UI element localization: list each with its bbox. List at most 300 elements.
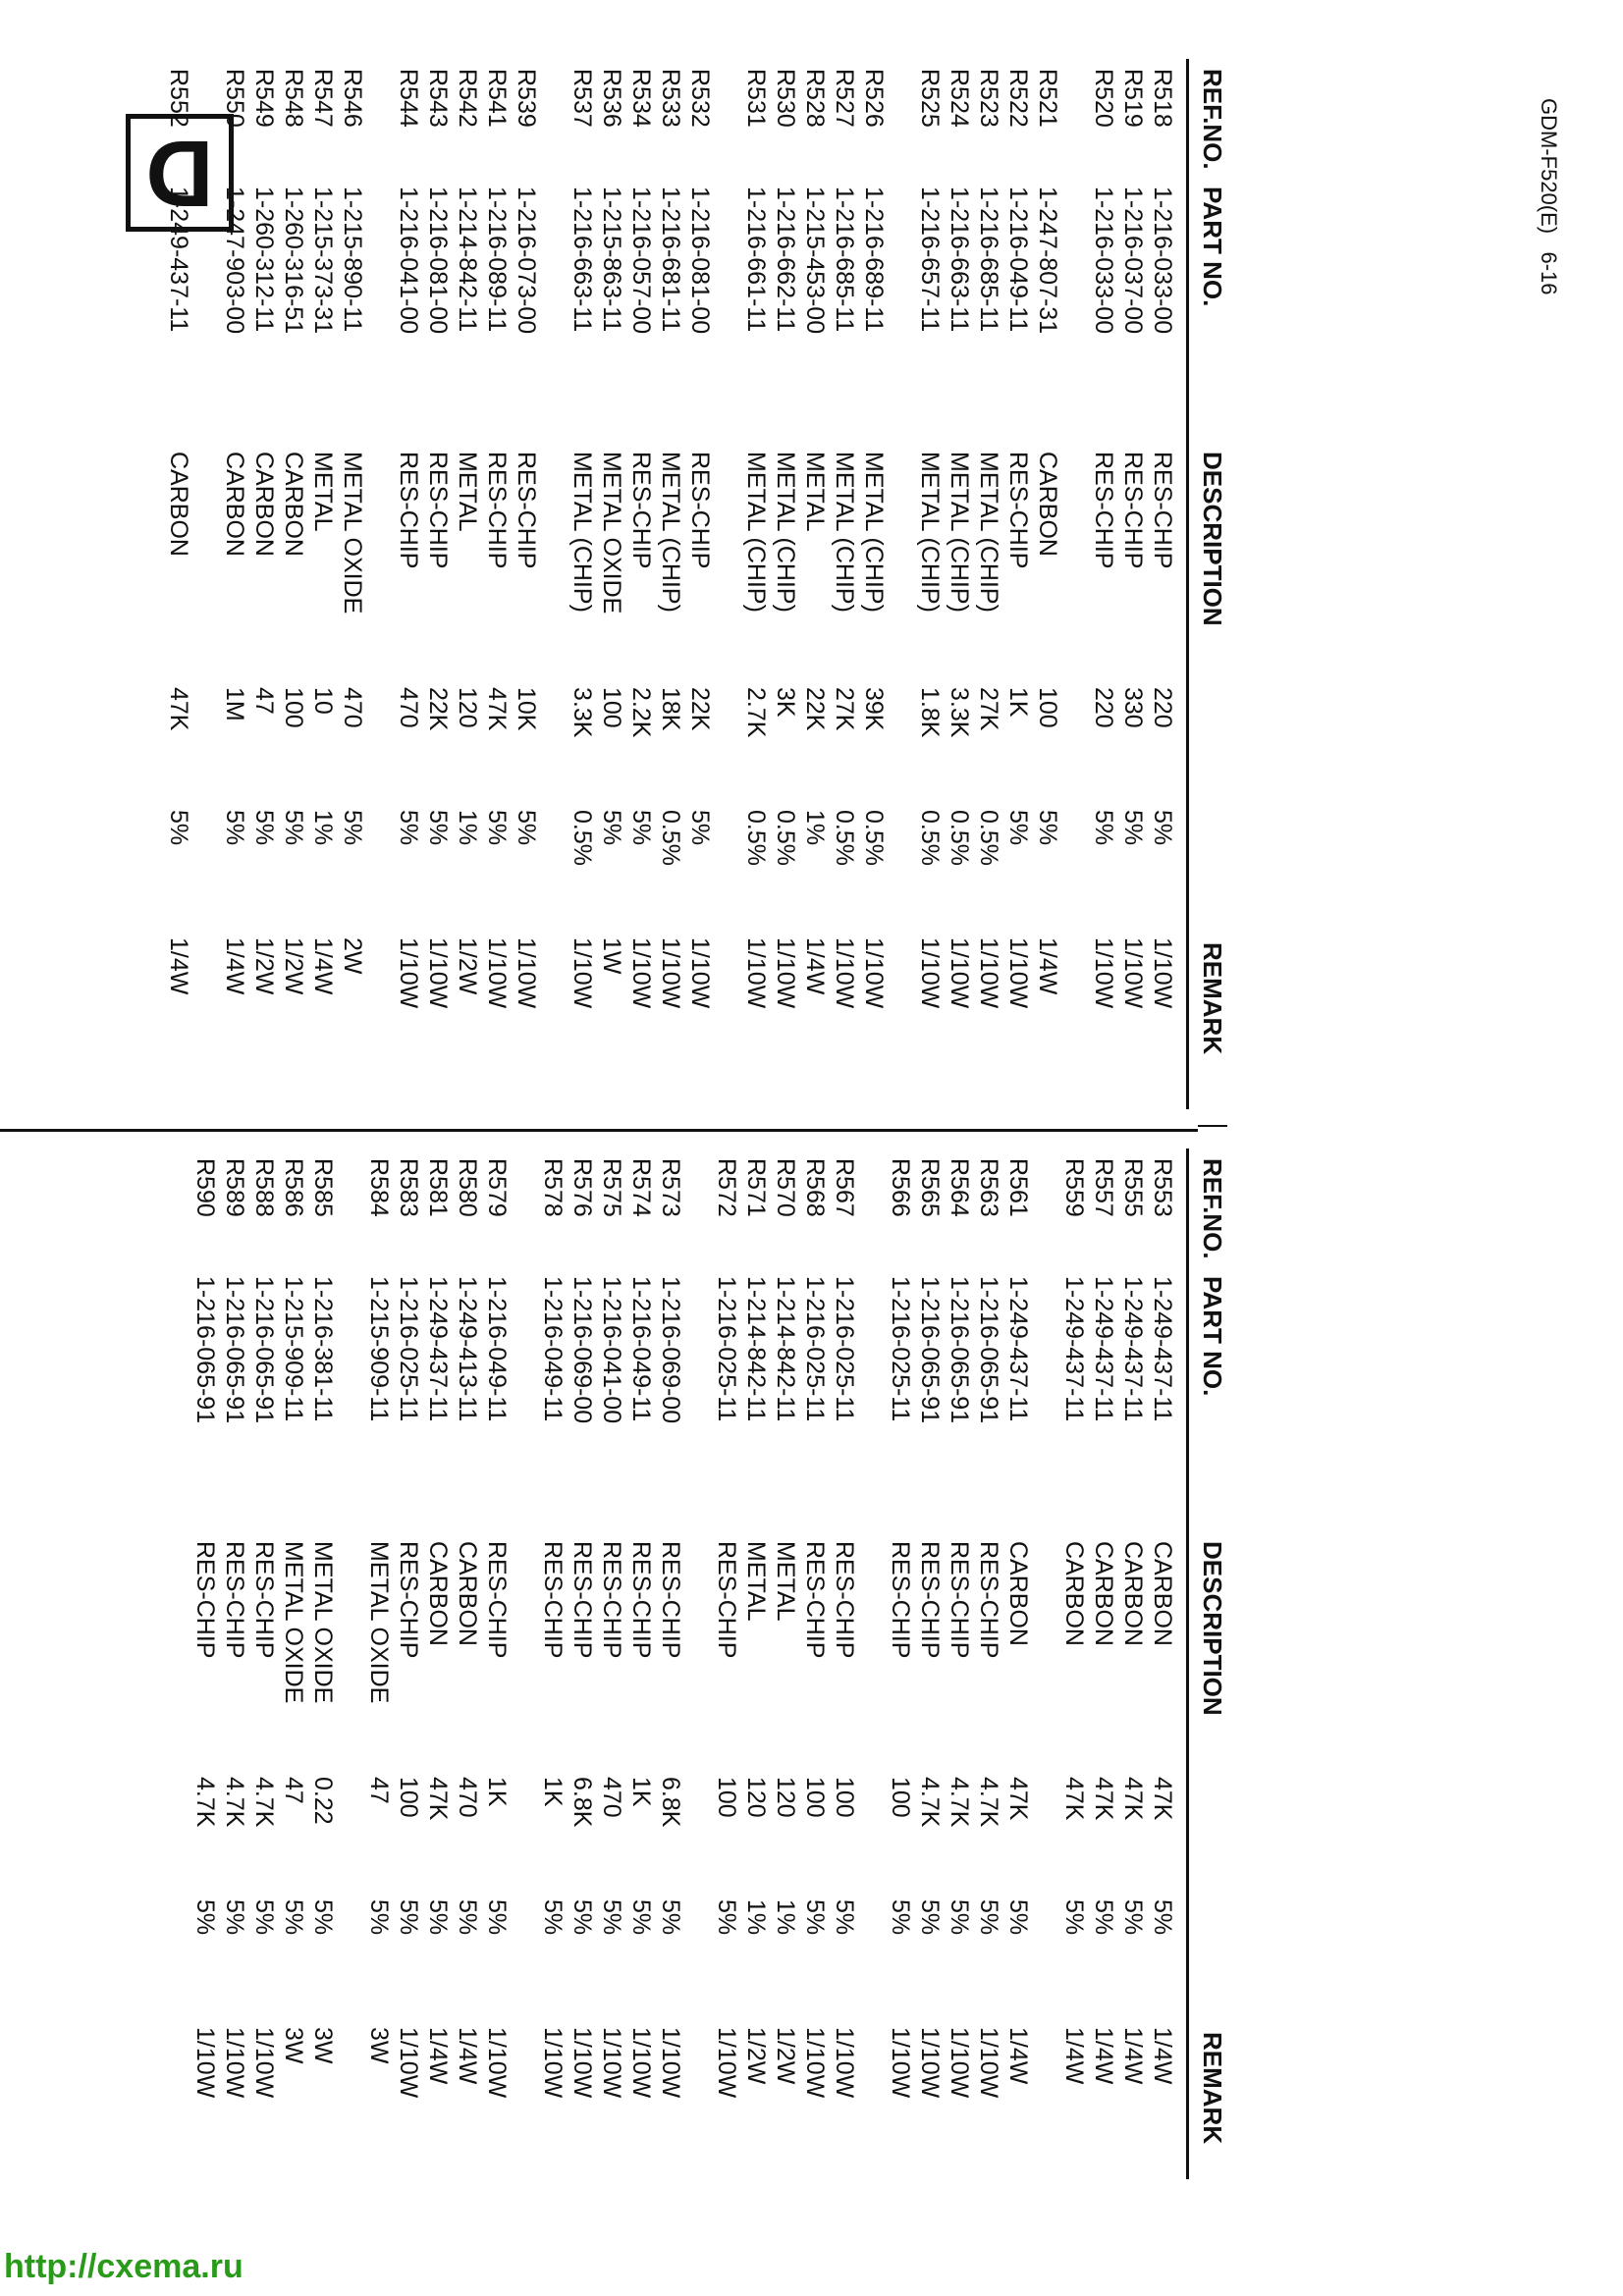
cell-description: RES-CHIP — [916, 1541, 944, 1659]
cell-value: 18K — [657, 687, 684, 731]
column-divider-tick — [1198, 1125, 1227, 1127]
cell-part-no: 1-216-065-91 — [221, 1276, 248, 1424]
cell-part-no: 1-216-663-11 — [568, 187, 596, 333]
cell-remark: 1/10W — [627, 2027, 655, 2099]
cell-ref-no: R536 — [598, 69, 625, 128]
cell-tolerance: 5% — [1090, 1899, 1117, 1936]
cell-remark: 1/10W — [1004, 937, 1032, 1009]
cell-part-no: 1-216-685-11 — [975, 187, 1002, 333]
cell-value: 1K — [627, 1777, 655, 1807]
table-row — [741, 1148, 771, 2179]
cell-value: 47K — [1004, 1777, 1032, 1821]
table-row — [1118, 59, 1148, 1109]
cell-ref-no: R550 — [221, 69, 248, 128]
cell-description: CARBON — [165, 452, 192, 557]
cell-ref-no: R526 — [860, 69, 888, 128]
table-row — [656, 59, 685, 1109]
cell-tolerance: 0.5% — [742, 810, 770, 866]
cell-remark: 1/4W — [1149, 2027, 1176, 2085]
cell-value: 1K — [1004, 687, 1032, 718]
table-body-right — [164, 1148, 1177, 2179]
table-row — [597, 1148, 626, 2179]
row-group — [1059, 1148, 1177, 2179]
cell-ref-no: R546 — [339, 69, 366, 128]
table-row — [597, 59, 626, 1109]
row-group — [712, 1148, 859, 2179]
cell-part-no: 1-249-413-11 — [454, 1276, 481, 1422]
cell-remark: 1/10W — [713, 2027, 740, 2099]
cell-tolerance: 1% — [454, 810, 481, 846]
cell-tolerance: 0.5% — [975, 810, 1002, 866]
cell-description: METAL OXIDE — [365, 1541, 393, 1704]
cell-value: 27K — [975, 687, 1002, 731]
cell-remark: 1/10W — [975, 2027, 1002, 2099]
cell-part-no: 1-216-069-00 — [568, 1276, 596, 1424]
cell-tolerance: 0.5% — [568, 810, 596, 866]
cell-ref-no: R557 — [1090, 1158, 1117, 1217]
cell-description: METAL OXIDE — [280, 1541, 307, 1704]
cell-remark: 1/10W — [742, 937, 770, 1009]
cell-part-no: 1-216-025-11 — [831, 1276, 858, 1422]
cell-tolerance: 1% — [309, 810, 337, 846]
cell-ref-no: R574 — [627, 1158, 655, 1217]
cell-description: RES-CHIP — [568, 1541, 596, 1659]
cell-remark: 1/2W — [250, 937, 278, 995]
cell-remark: 3W — [365, 2027, 393, 2064]
cell-remark: 1/10W — [395, 2027, 422, 2099]
page-footer-code — [1536, 98, 1561, 295]
cell-part-no: 1-216-025-11 — [713, 1276, 740, 1422]
cell-description: METAL — [772, 1541, 799, 1622]
cell-remark: 1/10W — [424, 937, 452, 1009]
cell-remark: 1/4W — [454, 2027, 481, 2085]
cell-ref-no: R533 — [657, 69, 684, 128]
cell-part-no: 1-249-437-11 — [1090, 1276, 1117, 1422]
table-row — [712, 1148, 741, 2179]
cell-remark: 3W — [309, 2027, 337, 2064]
cell-remark: 1/4W — [309, 937, 337, 995]
cell-remark: 1/4W — [221, 937, 248, 995]
table-row — [1118, 1148, 1148, 2179]
cell-remark: 2W — [339, 937, 366, 975]
cell-ref-no: R539 — [513, 69, 540, 128]
table-row — [915, 1148, 945, 2179]
cell-part-no: 1-216-081-00 — [424, 187, 452, 335]
table-row — [338, 59, 367, 1109]
cell-remark: 1/10W — [887, 2027, 914, 2099]
cell-tolerance: 5% — [395, 1899, 422, 1936]
cell-remark: 1/10W — [568, 2027, 596, 2099]
cell-tolerance: 5% — [831, 1899, 858, 1936]
cell-ref-no: R571 — [742, 1158, 770, 1217]
cell-value: 1.8K — [916, 687, 944, 738]
cell-ref-no: R530 — [772, 69, 799, 128]
table-row — [482, 1148, 512, 2179]
cell-description: CARBON — [1149, 1541, 1176, 1646]
cell-value: 100 — [831, 1777, 858, 1818]
cell-value: 47 — [250, 687, 278, 715]
cell-ref-no: R534 — [627, 69, 655, 128]
cell-remark: 1/10W — [831, 937, 858, 1009]
cell-remark: 1/4W — [1060, 2027, 1088, 2085]
table-row — [538, 1148, 568, 2179]
cell-part-no: 1-216-681-11 — [657, 187, 684, 333]
table-row — [1089, 1148, 1118, 2179]
cell-ref-no: R563 — [975, 1158, 1002, 1217]
cell-remark: 1/2W — [742, 2027, 770, 2085]
cell-tolerance: 5% — [221, 810, 248, 846]
cell-tolerance: 5% — [165, 810, 192, 846]
cell-value: 4.7K — [221, 1777, 248, 1828]
table-row — [974, 1148, 1003, 2179]
cell-description: METAL OXIDE — [339, 452, 366, 614]
cell-tolerance: 5% — [686, 810, 714, 846]
cell-ref-no: R520 — [1090, 69, 1117, 128]
table-row — [945, 1148, 974, 2179]
cell-remark: 1/4W — [1119, 2027, 1147, 2085]
cell-part-no: 1-215-909-11 — [280, 1276, 307, 1422]
cell-value: 4.7K — [250, 1777, 278, 1828]
cell-part-no: 1-216-065-91 — [916, 1276, 944, 1424]
table-row — [945, 59, 974, 1109]
cell-description: RES-CHIP — [713, 1541, 740, 1659]
cell-description: RES-CHIP — [1004, 452, 1032, 569]
cell-description: CARBON — [221, 452, 248, 557]
cell-description: METAL (CHIP) — [742, 452, 770, 613]
cell-part-no: 1-216-041-00 — [598, 1276, 625, 1424]
table-row — [220, 1148, 249, 2179]
table-row — [190, 1148, 220, 2179]
cell-description: RES-CHIP — [191, 1541, 219, 1659]
cell-ref-no: R575 — [598, 1158, 625, 1217]
cell-part-no: 1-215-909-11 — [365, 1276, 393, 1422]
cell-ref-no: R580 — [454, 1158, 481, 1217]
cell-value: 120 — [742, 1777, 770, 1818]
cell-part-no: 1-216-689-11 — [860, 187, 888, 333]
cell-remark: 1/10W — [539, 2027, 567, 2099]
cell-value: 10K — [513, 687, 540, 731]
header-rule — [1186, 1148, 1189, 2179]
cell-ref-no: R565 — [916, 1158, 944, 1217]
table-row — [656, 1148, 685, 2179]
cell-ref-no: R552 — [165, 69, 192, 128]
cell-ref-no: R570 — [772, 1158, 799, 1217]
table-row — [364, 1148, 394, 2179]
cell-ref-no: R553 — [1149, 1158, 1176, 1217]
cell-value: 3.3K — [568, 687, 596, 738]
cell-description: RES-CHIP — [483, 452, 511, 569]
cell-part-no: 1-249-437-11 — [1060, 1276, 1088, 1422]
cell-ref-no: R531 — [742, 69, 770, 128]
cell-value: 47K — [483, 687, 511, 731]
cell-description: RES-CHIP — [887, 1541, 914, 1659]
cell-part-no: 1-249-437-11 — [424, 1276, 452, 1422]
cell-ref-no: R544 — [395, 69, 422, 128]
cell-description: METAL (CHIP) — [946, 452, 973, 613]
cell-part-no: 1-216-657-11 — [916, 187, 944, 333]
cell-description: RES-CHIP — [250, 1541, 278, 1659]
cell-remark: 1/10W — [860, 937, 888, 1009]
cell-description: RES-CHIP — [627, 1541, 655, 1659]
model-code: GDM-F520(E) — [1537, 98, 1561, 235]
cell-part-no: 1-216-049-11 — [483, 1276, 511, 1422]
table-row — [308, 1148, 338, 2179]
cell-part-no: 1-216-033-00 — [1149, 187, 1176, 335]
cell-part-no: 1-215-890-11 — [339, 187, 366, 333]
cell-value: 6.8K — [568, 1777, 596, 1828]
cell-remark: 1/4W — [1090, 2027, 1117, 2085]
cell-value: 100 — [1034, 687, 1061, 728]
cell-ref-no: R568 — [801, 1158, 829, 1217]
site-url: http://cxema.ru — [4, 2248, 243, 2285]
cell-tolerance: 5% — [1149, 1899, 1176, 1936]
table-row — [830, 1148, 859, 2179]
cell-value: 100 — [887, 1777, 914, 1818]
cell-remark: 1/10W — [221, 2027, 248, 2099]
cell-description: METAL — [742, 1541, 770, 1622]
cell-part-no: 1-216-081-00 — [686, 187, 714, 335]
table-row — [1089, 59, 1118, 1109]
cell-value: 4.7K — [916, 1777, 944, 1828]
cell-tolerance: 5% — [483, 1899, 511, 1936]
cell-part-no: 1-249-437-11 — [165, 187, 192, 333]
cell-description: METAL (CHIP) — [916, 452, 944, 613]
cell-value: 47K — [1119, 1777, 1147, 1821]
cell-remark: 1/10W — [916, 2027, 944, 2099]
table-row — [830, 59, 859, 1109]
page-number: 6-16 — [1537, 251, 1561, 295]
cell-part-no: 1-214-842-11 — [772, 1276, 799, 1422]
cell-tolerance: 5% — [339, 810, 366, 846]
cell-value: 220 — [1090, 687, 1117, 728]
cell-value: 1M — [221, 687, 248, 721]
cell-remark: 1/10W — [483, 937, 511, 1009]
cell-description: METAL — [309, 452, 337, 532]
cell-description: RES-CHIP — [801, 1541, 829, 1659]
table-row — [1003, 1148, 1033, 2179]
cell-part-no: 1-216-089-11 — [483, 187, 511, 333]
cell-value: 47K — [1060, 1777, 1088, 1821]
cell-description: METAL — [801, 452, 829, 532]
cell-remark: 1/10W — [191, 2027, 219, 2099]
cell-description: CARBON — [424, 1541, 452, 1646]
row-group — [568, 59, 715, 1109]
cell-part-no: 1-216-025-11 — [801, 1276, 829, 1422]
cell-tolerance: 5% — [1149, 810, 1176, 846]
cell-part-no: 1-216-025-11 — [395, 1276, 422, 1422]
cell-tolerance: 5% — [280, 1899, 307, 1936]
cell-remark: 1/10W — [975, 937, 1002, 1009]
cell-part-no: 1-216-073-00 — [513, 187, 540, 335]
table-row — [741, 59, 771, 1109]
cell-part-no: 1-216-065-91 — [975, 1276, 1002, 1424]
table-row — [512, 59, 541, 1109]
cell-value: 100 — [280, 687, 307, 728]
cell-remark: 1/10W — [686, 937, 714, 1009]
cell-remark: 1/2W — [772, 2027, 799, 2085]
cell-value: 47K — [1090, 1777, 1117, 1821]
cell-tolerance: 5% — [1090, 810, 1117, 846]
table-row — [886, 1148, 915, 2179]
cell-value: 220 — [1149, 687, 1176, 728]
cell-description: CARBON — [280, 452, 307, 557]
cell-remark: 1/2W — [280, 937, 307, 995]
cell-value: 3K — [772, 687, 799, 718]
cell-remark: 1/10W — [1119, 937, 1147, 1009]
table-row — [685, 59, 715, 1109]
table-row — [974, 59, 1003, 1109]
header-part-no: PART NO. — [1198, 187, 1227, 307]
section-letter-box: D — [126, 114, 234, 232]
row-group — [364, 1148, 512, 2179]
cell-ref-no: R527 — [831, 69, 858, 128]
cell-description: METAL OXIDE — [309, 1541, 337, 1704]
cell-remark: 1/2W — [454, 937, 481, 995]
cell-tolerance: 5% — [1004, 810, 1032, 846]
cell-remark: 1/10W — [483, 2027, 511, 2099]
cell-description: CARBON — [1119, 1541, 1147, 1646]
row-group — [190, 1148, 338, 2179]
cell-description: METAL — [454, 452, 481, 532]
cell-tolerance: 5% — [1119, 1899, 1147, 1936]
table-row — [423, 1148, 453, 2179]
table-row — [771, 59, 800, 1109]
cell-value: 2.7K — [742, 687, 770, 738]
cell-description: METAL OXIDE — [598, 452, 625, 614]
cell-description: RES-CHIP — [539, 1541, 567, 1659]
cell-remark: 1/10W — [801, 2027, 829, 2099]
cell-ref-no: R521 — [1034, 69, 1061, 128]
cell-part-no: 1-215-453-00 — [801, 187, 829, 335]
cell-tolerance: 5% — [513, 810, 540, 846]
cell-part-no: 1-216-049-11 — [1004, 187, 1032, 333]
cell-remark: 1/4W — [801, 937, 829, 995]
cell-description: METAL (CHIP) — [860, 452, 888, 613]
cell-tolerance: 0.5% — [946, 810, 973, 866]
cell-value: 47 — [280, 1777, 307, 1804]
cell-ref-no: R579 — [483, 1158, 511, 1217]
cell-tolerance: 5% — [424, 1899, 452, 1936]
cell-tolerance: 5% — [1004, 1899, 1032, 1936]
header-remark: REMARK — [1198, 2032, 1227, 2145]
cell-part-no: 1-216-381-11 — [309, 1276, 337, 1422]
cell-description: CARBON — [1034, 452, 1061, 557]
cell-part-no: 1-214-842-11 — [454, 187, 481, 333]
cell-description: RES-CHIP — [395, 452, 422, 569]
cell-description: RES-CHIP — [424, 452, 452, 569]
cell-description: RES-CHIP — [627, 452, 655, 569]
cell-remark: 1/10W — [1090, 937, 1117, 1009]
table-row — [453, 59, 482, 1109]
cell-ref-no: R537 — [568, 69, 596, 128]
table-row — [308, 59, 338, 1109]
cell-value: 100 — [598, 687, 625, 728]
cell-value: 47K — [424, 1777, 452, 1821]
cell-part-no: 1-215-863-11 — [598, 187, 625, 333]
cell-ref-no: R523 — [975, 69, 1002, 128]
cell-value: 470 — [395, 687, 422, 728]
cell-value: 22K — [424, 687, 452, 731]
table-row — [771, 1148, 800, 2179]
cell-ref-no: R549 — [250, 69, 278, 128]
cell-tolerance: 5% — [598, 810, 625, 846]
cell-tolerance: 5% — [309, 1899, 337, 1936]
cell-ref-no: R519 — [1119, 69, 1147, 128]
table-row — [249, 59, 279, 1109]
cell-description: RES-CHIP — [831, 1541, 858, 1659]
cell-remark: 1/10W — [395, 937, 422, 1009]
cell-tolerance: 5% — [598, 1899, 625, 1936]
table-row — [279, 1148, 308, 2179]
header-part-no: PART NO. — [1198, 1276, 1227, 1397]
cell-value: 100 — [801, 1777, 829, 1818]
cell-value: 22K — [801, 687, 829, 731]
row-group — [741, 59, 889, 1109]
table-row — [1148, 59, 1177, 1109]
cell-tolerance: 5% — [801, 1899, 829, 1936]
cell-description: CARBON — [454, 1541, 481, 1646]
cell-ref-no: R518 — [1149, 69, 1176, 128]
cell-remark: 1/10W — [627, 937, 655, 1009]
cell-part-no: 1-216-662-11 — [772, 187, 799, 333]
cell-description: RES-CHIP — [483, 1541, 511, 1659]
table-row — [394, 59, 423, 1109]
cell-value: 39K — [860, 687, 888, 731]
cell-tolerance: 5% — [250, 1899, 278, 1936]
cell-description: CARBON — [1004, 1541, 1032, 1646]
cell-tolerance: 0.5% — [657, 810, 684, 866]
cell-tolerance: 5% — [946, 1899, 973, 1936]
cell-tolerance: 5% — [191, 1899, 219, 1936]
cell-ref-no: R543 — [424, 69, 452, 128]
cell-tolerance: 5% — [424, 810, 452, 846]
cell-part-no: 1-216-065-91 — [946, 1276, 973, 1424]
cell-ref-no: R547 — [309, 69, 337, 128]
table-row — [626, 1148, 656, 2179]
cell-ref-no: R584 — [365, 1158, 393, 1217]
cell-ref-no: R583 — [395, 1158, 422, 1217]
cell-ref-no: R590 — [191, 1158, 219, 1217]
cell-tolerance: 5% — [657, 1899, 684, 1936]
cell-remark: 1/10W — [946, 2027, 973, 2099]
cell-remark: 1/10W — [657, 2027, 684, 2099]
cell-description: METAL (CHIP) — [831, 452, 858, 613]
cell-remark: 1/10W — [946, 937, 973, 1009]
cell-tolerance: 5% — [627, 810, 655, 846]
cell-tolerance: 0.5% — [772, 810, 799, 866]
cell-tolerance: 5% — [975, 1899, 1002, 1936]
cell-part-no: 1-216-025-11 — [887, 1276, 914, 1422]
cell-part-no: 1-216-065-91 — [250, 1276, 278, 1424]
header-ref-no: REF.NO. — [1198, 1158, 1227, 1259]
cell-description: METAL (CHIP) — [975, 452, 1002, 613]
cell-description: RES-CHIP — [395, 1541, 422, 1659]
cell-part-no: 1-216-663-11 — [946, 187, 973, 333]
cell-value: 22K — [686, 687, 714, 731]
cell-description: RES-CHIP — [686, 452, 714, 569]
cell-value: 120 — [454, 687, 481, 728]
cell-value: 330 — [1119, 687, 1147, 728]
cell-value: 10 — [309, 687, 337, 715]
cell-tolerance: 0.5% — [831, 810, 858, 866]
cell-tolerance: 0.5% — [916, 810, 944, 866]
cell-ref-no: R564 — [946, 1158, 973, 1217]
cell-description: CARBON — [1090, 1541, 1117, 1646]
cell-ref-no: R542 — [454, 69, 481, 128]
cell-value: 1K — [483, 1777, 511, 1807]
cell-description: RES-CHIP — [975, 1541, 1002, 1659]
cell-ref-no: R588 — [250, 1158, 278, 1217]
